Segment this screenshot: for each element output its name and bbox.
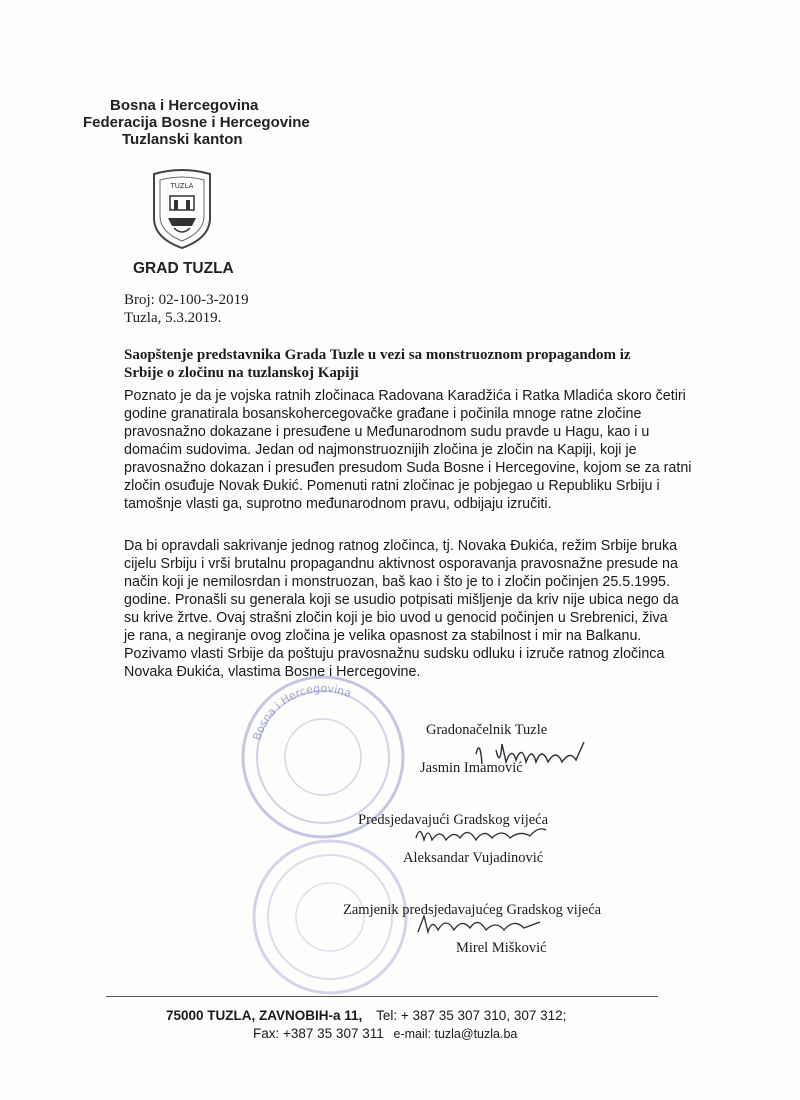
p2-line: godine. Pronašli su generala koji se usudio potpisati mišljenje da kriv nije ubica nego da (124, 592, 679, 608)
p2-line: Da bi opravdali sakrivanje jednog ratnog zločinca, tj. Novaka Đukića, režim Srbije bruka (124, 538, 678, 554)
footer-fax: Fax: +387 35 307 311 (253, 1026, 384, 1041)
deputy-president-signature (410, 908, 550, 942)
council-president-title: Predsjedavajući Gradskog vijeća (358, 812, 549, 828)
svg-text:TUZLA: TUZLA (170, 182, 194, 190)
mayor-title: Gradonačelnik Tuzle (426, 722, 548, 738)
document-title (124, 346, 724, 382)
p2-line: način koji je nemilosrdan i monstruozan, baš kao i što je to i zločin počinjen 25.5.1995. (124, 574, 670, 590)
p1-line: pravosnažno dokazane i presuđene u Međunarodnom sudu pravde u Hagu, kao i u (124, 424, 650, 440)
council-president-name: Aleksandar Vujadinović (403, 850, 544, 866)
p2-line: su krive žrtve. Ovaj strašni zločin koji je bio uvod u genocid počinjen u Srebrenici, živa (124, 610, 668, 626)
deputy-president-title: Zamjenik predsjedavajućeg Gradskog vijeća (343, 902, 602, 918)
place-date: Tuzla, 5.3.2019. (124, 310, 222, 326)
city-name: GRAD TUZLA (133, 260, 234, 277)
deputy-president-name: Mirel Mišković (456, 940, 547, 956)
footer-tel: Tel: + 387 35 307 310, 307 312; (376, 1008, 567, 1023)
p1-line: tamošnje vlasti ga, suprotno međunarodnom pravu, odbijaju izručiti. (124, 496, 552, 512)
footer-email: e-mail: tuzla@tuzla.ba (393, 1027, 518, 1041)
header-federation: Federacija Bosne i Hercegovine (83, 114, 310, 131)
p2-line: Novaka Đukića, vlastima Bosne i Hercegovine. (124, 664, 421, 680)
title-line-1: Saopštenje predstavnika Grada Tuzle u vezi sa monstruoznom propagandom iz (124, 347, 631, 363)
city-emblem (150, 168, 214, 250)
paragraph-1 (124, 387, 716, 513)
footer-address: 75000 TUZLA, ZAVNOBIH-a 11, (166, 1008, 363, 1023)
p1-line: zločin osuđuje Novak Đukić. Pomenuti ratni zločinac je pobjegao u Republiku Srbiju i (124, 478, 660, 494)
svg-text:Bosna i Hercegovina: Bosna i Hercegovina (250, 681, 354, 742)
p1-line: godine granatirala bosanskohercegovačke građane i počinila mnoge ratne zločine (124, 406, 642, 422)
p1-line: domaćim sudovima. Jedan od najmonstruoznijih zločina je zločin na Kapiji, koji je (124, 442, 637, 458)
header-canton: Tuzlanski kanton (122, 131, 243, 148)
mayor-name: Jasmin Imamović (420, 760, 523, 776)
p1-line: Poznato je da je vojska ratnih zločinaca Radovana Karadžića i Ratka Mladića skoro četiri (124, 388, 686, 404)
p2-line: Pozivamo vlasti Srbije da poštuju pravosnažnu sudsku odluku i izruče ratnog zločinca (124, 646, 665, 662)
header-country: Bosna i Hercegovina (110, 97, 259, 114)
footer-line-2 (253, 1026, 517, 1041)
p1-line: pravosnažno dokazan i presuđen presudom Suda Bosne i Hercegovine, kojom se za ratni (124, 460, 692, 476)
footer-divider (106, 996, 658, 997)
p2-line: cijelu Srbiju i vrši brutalnu propagandnu aktivnost osporavanja pravosnažne presude na (124, 556, 678, 572)
p2-line: je rana, a negiranje ovog zločina je velika opasnost za stabilnost i mir na Balkanu. (124, 628, 642, 644)
document-number: Broj: 02-100-3-2019 (124, 292, 249, 308)
footer-line-1 (166, 1008, 566, 1023)
paragraph-2 (124, 537, 716, 681)
title-line-2: Srbije o zločinu na tuzlanskoj Kapiji (124, 365, 359, 381)
